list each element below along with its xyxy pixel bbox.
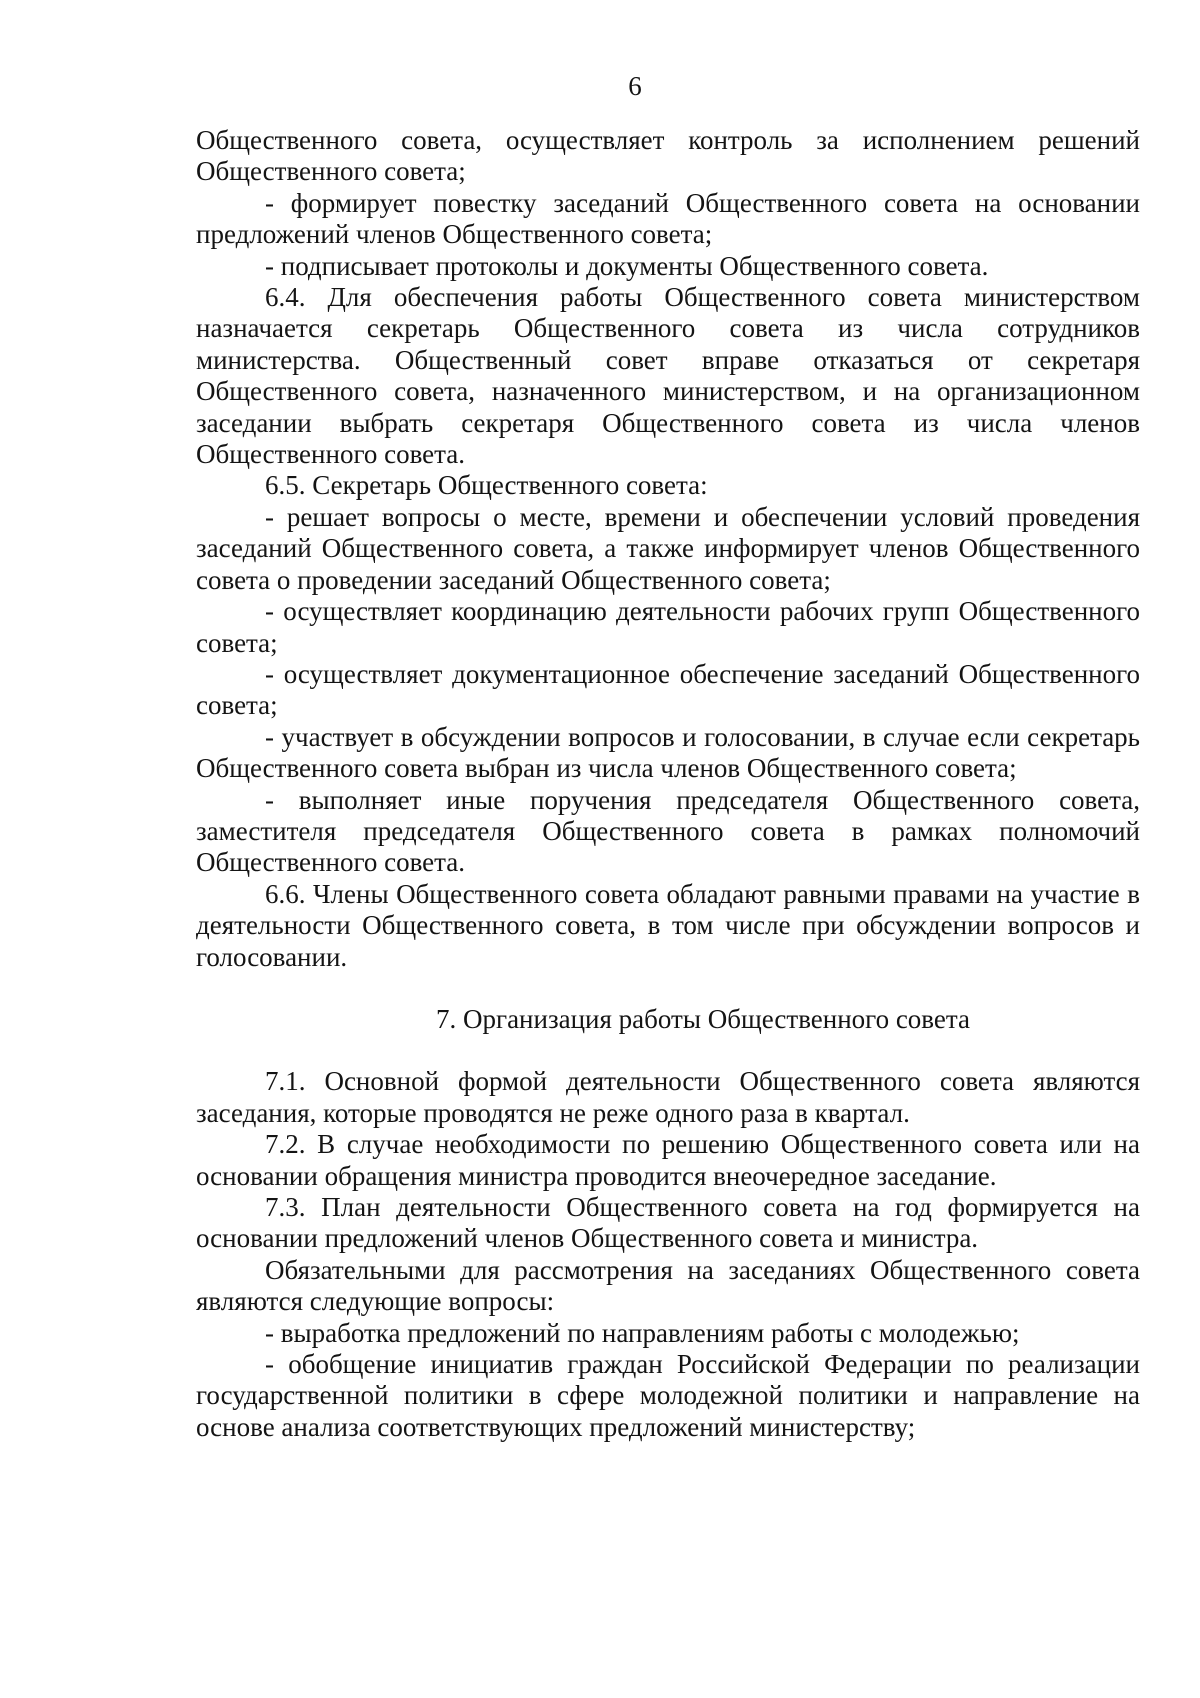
paragraph: - осуществляет координацию деятельности рабочих групп Общественного совета;	[196, 596, 1140, 658]
document-body	[196, 125, 1140, 1443]
page-number: 6	[628, 71, 642, 101]
paragraph: - выработка предложений по направлениям работы с молодежью;	[265, 1317, 1020, 1348]
section-7	[196, 1066, 1140, 1443]
spacer	[196, 973, 1140, 1004]
paragraph: - участвует в обсуждении вопросов и голосовании, в случае если секретарь Общественного совета выбран из числа членов Общественного совета;	[196, 721, 1140, 784]
paragraph: - выполняет иные поручения председателя Общественного совета, заместителя председателя Общественного совета в рамках полномочий Общественного совета.	[196, 784, 1140, 878]
paragraph: - обобщение инициатив граждан Российской Федерации по реализации государственной политики в сфере молодежной политики и направление на основе анализа соответствующих предложений министерству;	[196, 1349, 1140, 1442]
paragraph: - осуществляет документационное обеспечение заседаний Общественного совета;	[196, 658, 1140, 721]
paragraph: Обязательными для рассмотрения на заседаниях Общественного совета являются следующие вопросы:	[196, 1254, 1140, 1317]
paragraph: 7.1. Основной формой деятельности Общественного совета являются заседания, которые проводятся не реже одного раза в квартал.	[196, 1066, 1140, 1128]
section-6-continuation	[196, 125, 1140, 973]
paragraph: - формирует повестку заседаний Общественного совета на основании предложений членов Общественного совета;	[196, 187, 1140, 250]
paragraph: 7.3. План деятельности Общественного совета на год формируется на основании предложений членов Общественного совета и министра.	[196, 1192, 1140, 1254]
paragraph: 6.6. Члены Общественного совета обладают равными правами на участие в деятельности Общественного совета, в том числе при обсуждении вопросов и голосовании.	[196, 878, 1140, 972]
paragraph: - решает вопросы о месте, времени и обеспечении условий проведения заседаний Общественного совета, а также информирует членов Общественного совета о проведении заседаний Общественного совета;	[196, 501, 1140, 595]
paragraph: 6.5. Секретарь Общественного совета:	[265, 470, 708, 501]
paragraph: 6.4. Для обеспечения работы Общественного совета министерством назначается секретарь Общественного совета из числа сотрудников министерства. Общественный совет вправе отказаться от секретаря Общественного совета, назначенного министерством, и на организационном заседании выбрать секретаря Общественного совета из числа членов Общественного совета.	[196, 282, 1140, 470]
paragraph: - подписывает протоколы и документы Общественного совета.	[265, 250, 989, 281]
paragraph: 7.2. В случае необходимости по решению Общественного совета или на основании обращения министра проводится внеочередное заседание.	[196, 1129, 1140, 1191]
spacer	[196, 1035, 1140, 1066]
section-heading: 7. Организация работы Общественного совета	[436, 1003, 970, 1034]
paragraph: Общественного совета, осуществляет контроль за исполнением решений Общественного совета;	[196, 125, 1140, 187]
